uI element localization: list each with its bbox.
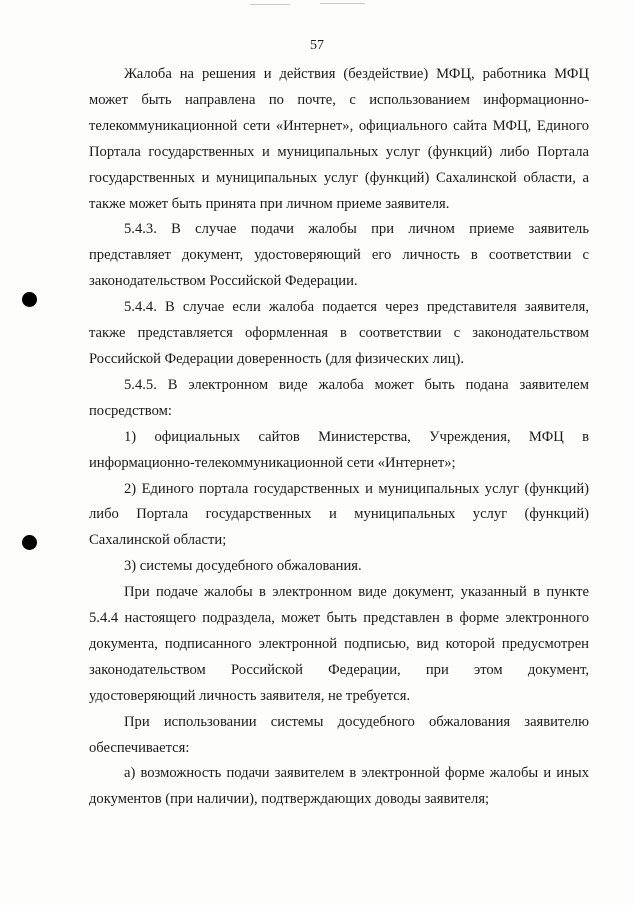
paragraph: 5.4.4. В случае если жалоба подается через представителя заявителя, также представляется оформленная в соответствии с законодательством Российской Федерации доверенность (для физических лиц).: [89, 299, 589, 367]
scan-artifact: [250, 4, 290, 5]
paragraph: а) возможность подачи заявителем в электронной форме жалобы и иных документов (при наличии), подтверждающих доводы заявителя;: [89, 765, 589, 808]
page-number: 57: [310, 38, 324, 53]
punch-hole: [22, 535, 37, 550]
paragraph: При использовании системы досудебного обжалования заявителю обеспечивается:: [89, 713, 589, 756]
paragraph: 5.4.3. В случае подачи жалобы при личном приеме заявитель представляет документ, удостоверяющий его личность в соответствии с законодательством Российской Федерации.: [89, 221, 589, 290]
punch-hole: [22, 292, 37, 307]
paragraph: Жалоба на решения и действия (бездействие) МФЦ, работника МФЦ может быть направлена по почте, с использованием информационно-телекоммуникационной сети «Интернет», официального сайта МФЦ, Единого Портала государственных и муниципальных услуг (функций) либо Портала государственных и муниципальных услуг (функций) Сахалинской области, а также может быть принята при личном приеме заявителя.: [89, 66, 589, 212]
paragraph: 5.4.5. В электронном виде жалоба может быть подана заявителем посредством:: [89, 376, 589, 419]
paragraph: 2) Единого портала государственных и муниципальных услуг (функций) либо Портала государственных и муниципальных услуг (функций) Сахалинской области;: [89, 480, 589, 549]
paragraph: 3) системы досудебного обжалования.: [124, 558, 362, 575]
paragraph: 1) официальных сайтов Министерства, Учреждения, МФЦ в информационно-телекоммуникационной сети «Интернет»;: [89, 428, 589, 471]
scan-artifact: [320, 3, 365, 4]
paragraph: При подаче жалобы в электронном виде документ, указанный в пункте 5.4.4 настоящего подраздела, может быть представлен в форме электронного документа, подписанного электронной подписью, вид которой предусмотрен законодательством Российской Федерации, при этом документ, удостоверяющий личность заявителя, не требуется.: [89, 584, 589, 704]
document-body: [89, 62, 589, 813]
